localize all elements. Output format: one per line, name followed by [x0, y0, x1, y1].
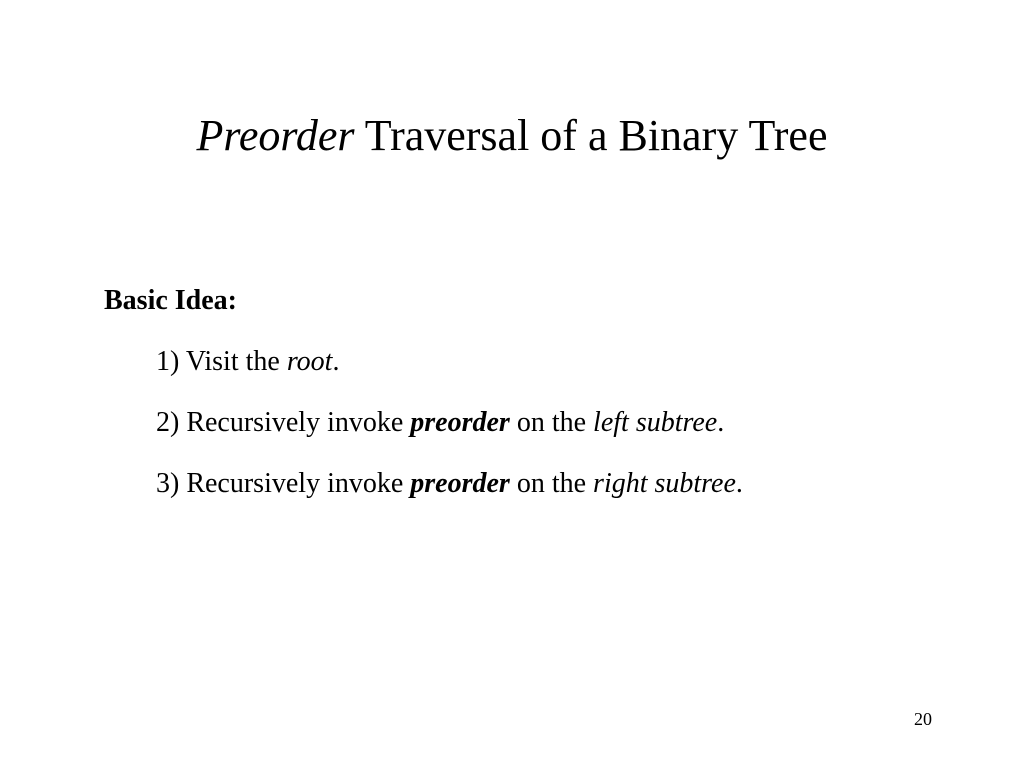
step-text-bold-italic: preorder [410, 468, 510, 499]
slide-body [104, 282, 984, 503]
step-text-italic: left subtree [593, 407, 718, 438]
step-text: 3) Recursively invoke [156, 468, 411, 499]
step-text: . [735, 468, 743, 499]
step-text: . [332, 346, 340, 377]
step-text: 1) Visit the [156, 346, 287, 377]
step-text-italic: root [286, 346, 333, 377]
step-text: on the [509, 468, 594, 499]
step-item [156, 465, 984, 503]
step-item [156, 343, 984, 381]
step-text-bold-italic: preorder [410, 407, 510, 438]
step-text: 2) Recursively invoke [156, 407, 411, 438]
page-number: 20 [914, 709, 932, 729]
step-text: on the [509, 407, 594, 438]
slide-title-emphasis: Preorder [196, 111, 355, 160]
step-text-italic: right subtree [593, 468, 736, 499]
basic-idea-heading: Basic Idea: [104, 285, 237, 316]
step-text: . [717, 407, 725, 438]
step-item [156, 404, 984, 442]
slide-title-rest: Traversal of a Binary Tree [354, 111, 828, 160]
steps-list [104, 343, 984, 503]
slide-title [0, 108, 1024, 164]
